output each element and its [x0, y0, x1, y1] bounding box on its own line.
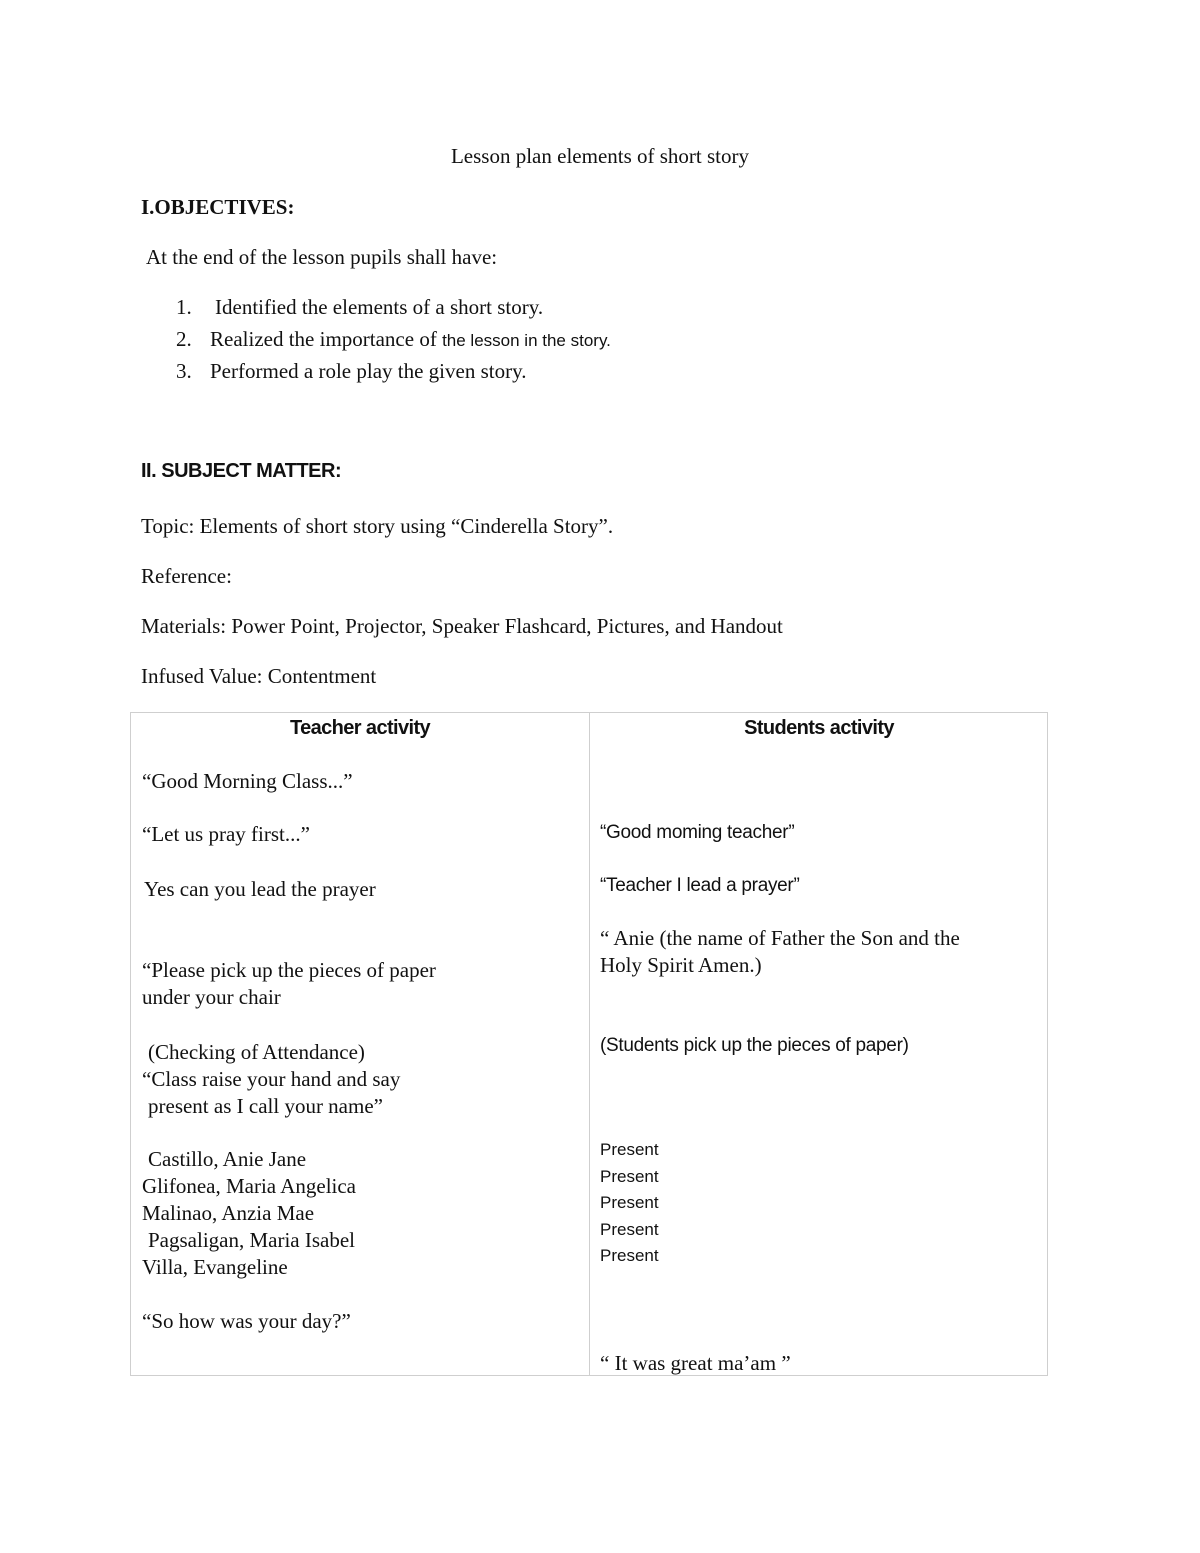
- objectives-intro: At the end of the lesson pupils shall have:: [146, 245, 498, 269]
- objective-number: 3.: [176, 359, 192, 383]
- teacher-attendance-line-3: present as I call your name”: [148, 1094, 383, 1118]
- present-response: Present: [600, 1140, 659, 1159]
- students-answer: “ It was great ma’am ”: [600, 1351, 791, 1375]
- objective-text: Realized the importance of: [210, 327, 437, 351]
- present-list: [600, 1137, 659, 1270]
- teacher-how-day: “So how was your day?”: [142, 1309, 351, 1333]
- objective-text: Performed a role play the given story.: [210, 359, 527, 383]
- topic-line: Topic: Elements of short story using “Cinderella Story”.: [141, 514, 614, 538]
- student-name: Villa, Evangeline: [142, 1255, 288, 1279]
- objective-number: 2.: [176, 327, 192, 351]
- student-name: Glifonea, Maria Angelica: [142, 1174, 356, 1198]
- teacher-activity-header: Teacher activity: [289, 717, 431, 739]
- objective-item: [176, 295, 543, 320]
- students-prayer-line-1: “ Anie (the name of Father the Son and the: [600, 926, 960, 950]
- infused-value-line: Infused Value: Contentment: [141, 664, 377, 688]
- materials-line: Materials: Power Point, Projector, Speaker Flashcard, Pictures, and Handout: [141, 614, 783, 638]
- students-prayer-line-2: Holy Spirit Amen.): [600, 953, 762, 977]
- present-response: Present: [600, 1166, 659, 1186]
- student-name: Castillo, Anie Jane: [148, 1147, 307, 1171]
- students-prayer: [600, 925, 960, 979]
- column-divider: [589, 713, 590, 1375]
- present-response: Present: [600, 1193, 659, 1212]
- document-title: Lesson plan elements of short story: [450, 144, 750, 168]
- teacher-greeting: “Good Morning Class...”: [142, 769, 353, 793]
- students-lead-prayer: “Teacher I lead a prayer”: [600, 875, 800, 896]
- teacher-pick-up-line-2: under your chair: [142, 985, 281, 1009]
- teacher-attendance-line-2: “Class raise your hand and say: [142, 1067, 401, 1091]
- activity-table: [130, 712, 1048, 1376]
- teacher-pick-up: [142, 957, 436, 1011]
- teacher-lead-prayer: Yes can you lead the prayer: [144, 877, 376, 901]
- teacher-pray: “Let us pray first...”: [142, 822, 310, 846]
- teacher-pick-up-line-1: “Please pick up the pieces of paper: [142, 958, 436, 982]
- subject-matter-heading: II. SUBJECT MATTER:: [141, 460, 342, 482]
- student-name: Pagsaligan, Maria Isabel: [148, 1228, 356, 1252]
- present-response: Present: [600, 1246, 659, 1265]
- students-greeting: “Good moming teacher”: [600, 822, 795, 843]
- teacher-attendance-line-1: (Checking of Attendance): [148, 1040, 365, 1064]
- objective-item: [176, 327, 611, 352]
- present-response: Present: [600, 1219, 659, 1239]
- objective-item: [176, 359, 526, 384]
- students-activity-header: Students activity: [744, 717, 894, 739]
- teacher-attendance: [142, 1039, 400, 1120]
- students-pick-up: (Students pick up the pieces of paper): [600, 1035, 909, 1056]
- objective-text-tail: the lesson in the story.: [442, 331, 611, 350]
- reference-line: Reference:: [141, 564, 232, 588]
- objective-text: Identified the elements of a short story.: [215, 295, 544, 319]
- student-name-list: [142, 1146, 356, 1281]
- objective-number: 1.: [176, 295, 192, 319]
- student-name: Malinao, Anzia Mae: [142, 1201, 315, 1225]
- objectives-heading: I.OBJECTIVES:: [141, 195, 295, 219]
